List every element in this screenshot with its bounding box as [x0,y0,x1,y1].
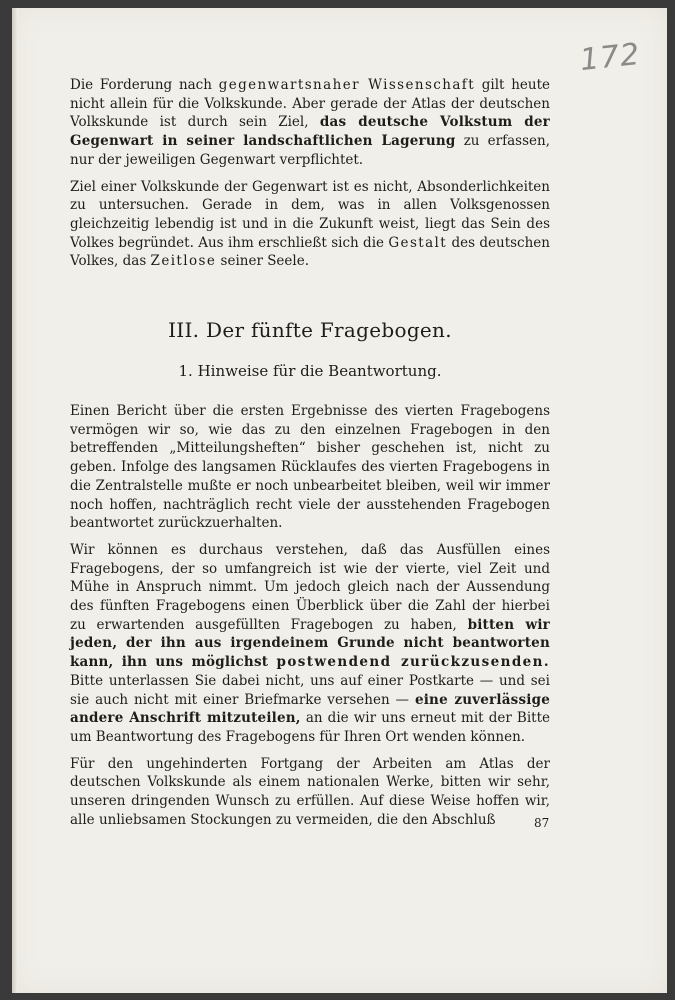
intro-paragraph-2: Ziel einer Volkskunde der Gegenwart ist es nicht, Absonderlichkeiten zu untersuchen. Gerade in dem, was in allen Volksgenossen gleichzeitig lebendig ist und in die Zukunft weist, liegt das Sein des Volkes begründet. Aus ihm erschließt sich die Gestalt des deutschen Volkes, das Zeitlose seiner Seele. [70,178,550,270]
page-gutter [12,8,18,993]
section-heading: III. Der fünfte Fragebogen. [168,318,452,342]
body-text-block [70,402,550,837]
intro-paragraph-1: Die Forderung nach gegenwartsnaher Wissenschaft gilt heute nicht allein für die Volkskunde. Aber gerade der Atlas der deutschen Volkskunde ist durch sein Ziel, das deutsche Volkstum der Gegenwart in seiner landschaftlichen Lagerung zu erfassen, nur der jeweiligen Gegenwart verpflichtet. [70,77,551,168]
intro-text-block [70,76,550,279]
body-paragraph-3: Für den ungehinderten Fortgang der Arbeiten am Atlas der deutschen Volkskunde als einem nationalen Werke, bitten wir sehr, unseren dringenden Wunsch zu erfüllen. Auf diese Weise hoffen wir, alle unliebsamen Stockungen zu vermeiden, die den Abschluß [70,755,550,828]
page-number: 87 [534,816,550,830]
body-paragraph-2: Wir können es durchaus verstehen, daß das Ausfüllen eines Fragebogens, der so umfangreich ist wie der vierte, viel Zeit und Mühe in Anspruch nimmt. Um jedoch gleich nach der Aussendung des fünften Fragebogens einen Überblick über die Zahl der hierbei zu erwartenden ausgefüllten Fragebogen zu haben, bitten wir jeden, der ihn aus irgendeinem Grunde nicht beantworten kann, ihn uns möglichst postwendend zurückzusenden. Bitte unterlassen Sie dabei nicht, uns auf einer Postkarte — und sei sie auch nicht mit einer Briefmarke versehen — eine zuverlässige andere Anschrift mitzuteilen, an die wir uns erneut mit der Bitte um Beantwortung des Fragebogens für Ihren Ort wenden können. [70,541,551,745]
section-subheading: 1. Hinweise für die Beantwortung. [178,362,442,380]
body-paragraph-1: Einen Bericht über die ersten Ergebnisse des vierten Fragebogens vermögen wir so, wie das zu den einzelnen Fragebogen in den betreffenden „Mitteilungsheften“ bisher geschehen ist, nicht zu geben. Infolge des langsamen Rücklaufes des vierten Fragebogens in die Zentralstelle mußte er noch unbearbeitet bleiben, weil wir immer noch hoffen, nachträglich recht viele der ausstehenden Fragebogen beantwortet zurückzuerhalten. [70,403,550,532]
handwritten-folio-annotation: 172 [578,36,642,79]
